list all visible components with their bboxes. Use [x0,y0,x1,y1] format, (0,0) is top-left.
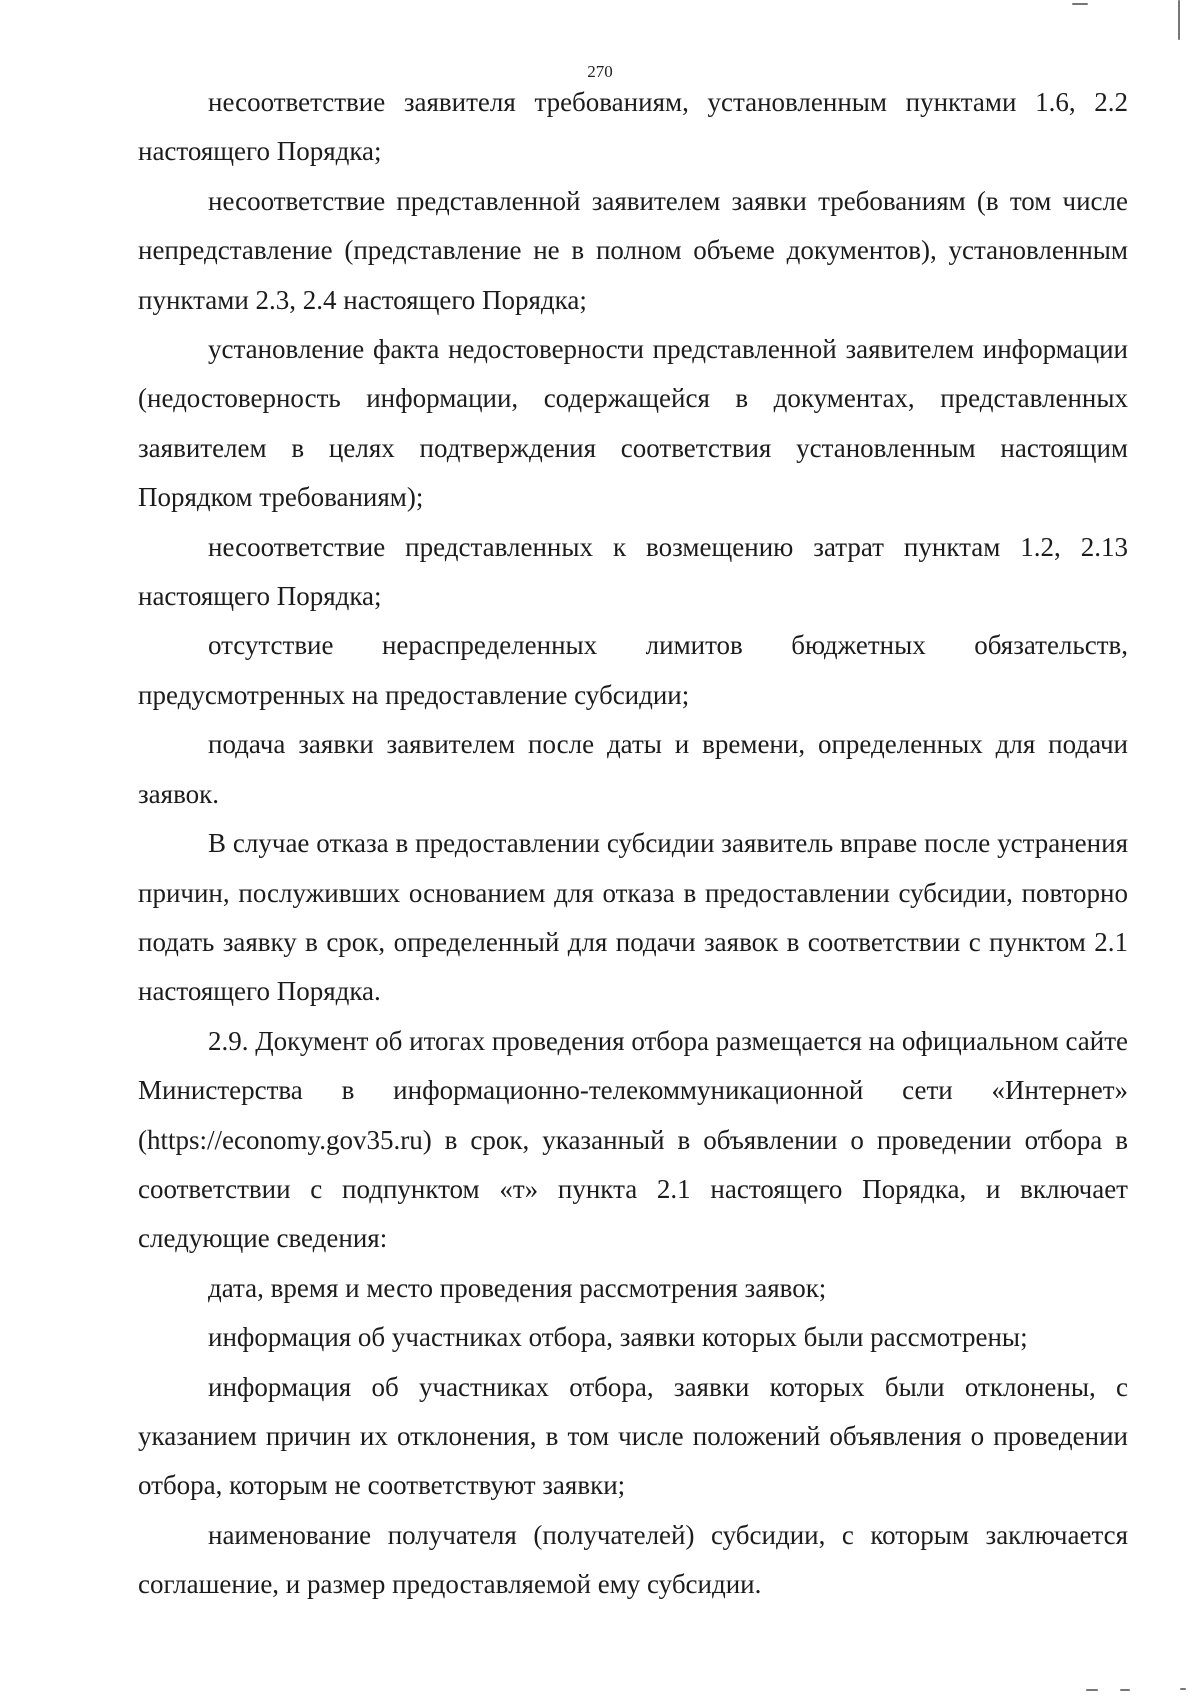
list-item: информация об участниках отбора, заявки которых были рассмотрены; [208,1322,1028,1353]
scan-mark [1180,1688,1186,1690]
page-number: 270 [587,62,613,81]
list-item: информация об участниках отбора, заявки которых были отклонены, с указанием причин их отклонения, в том числе положений объявления о проведении отбора, которым не соответствуют заявки; [138,1371,1128,1501]
paragraph: В случае отказа в предоставлении субсидии заявитель вправе после устранения причин, послуживших основанием для отказа в предоставлении субсидии, повторно подать заявку в срок, определенный для подачи заявок в соответствии с пунктом 2.1 настоящего Порядка. [138,828,1128,1007]
list-item: дата, время и место проведения рассмотрения заявок; [208,1272,827,1303]
list-item: наименование получателя (получателей) субсидии, с которым заключается соглашение, и размер предоставляемой ему субсидии. [138,1519,1128,1600]
scan-mark [1178,0,1180,40]
paragraph: несоответствие представленных к возмещению затрат пунктам 1.2, 2.13 настоящего Порядка; [138,531,1128,612]
paragraph: установление факта недостоверности представленной заявителем информации (недостоверность информации, содержащейся в документах, представленных заявителем в целях подтверждения соответствия установленным настоящим Порядком требованиям); [138,334,1128,513]
scan-mark [1072,3,1088,5]
scan-mark [1120,1689,1130,1691]
scan-mark [1086,1689,1098,1691]
document-body [138,78,1128,1610]
paragraph: несоответствие представленной заявителем заявки требованиям (в том числе непредставление (представление не в полном объеме документов), установленным пунктами 2.3, 2.4 настоящего Порядка; [138,185,1128,315]
paragraph: отсутствие нераспределенных лимитов бюджетных обязательств, предусмотренных на предоставление субсидии; [138,630,1128,710]
paragraph-section-2-9: 2.9. Документ об итогах проведения отбора размещается на официальном сайте Министерства в информационно-телекоммуникационной сети «Интернет» (https://economy.gov35.ru) в срок, указанный в объявлении о проведении отбора в соответствии с подпунктом «т» пункта 2.1 настоящего Порядка, и включает следующие сведения: [138,1025,1128,1254]
paragraph: подача заявки заявителем после даты и времени, определенных для подачи заявок. [138,729,1128,809]
paragraph: несоответствие заявителя требованиям, установленным пунктами 1.6, 2.2 настоящего Порядка; [138,87,1128,167]
